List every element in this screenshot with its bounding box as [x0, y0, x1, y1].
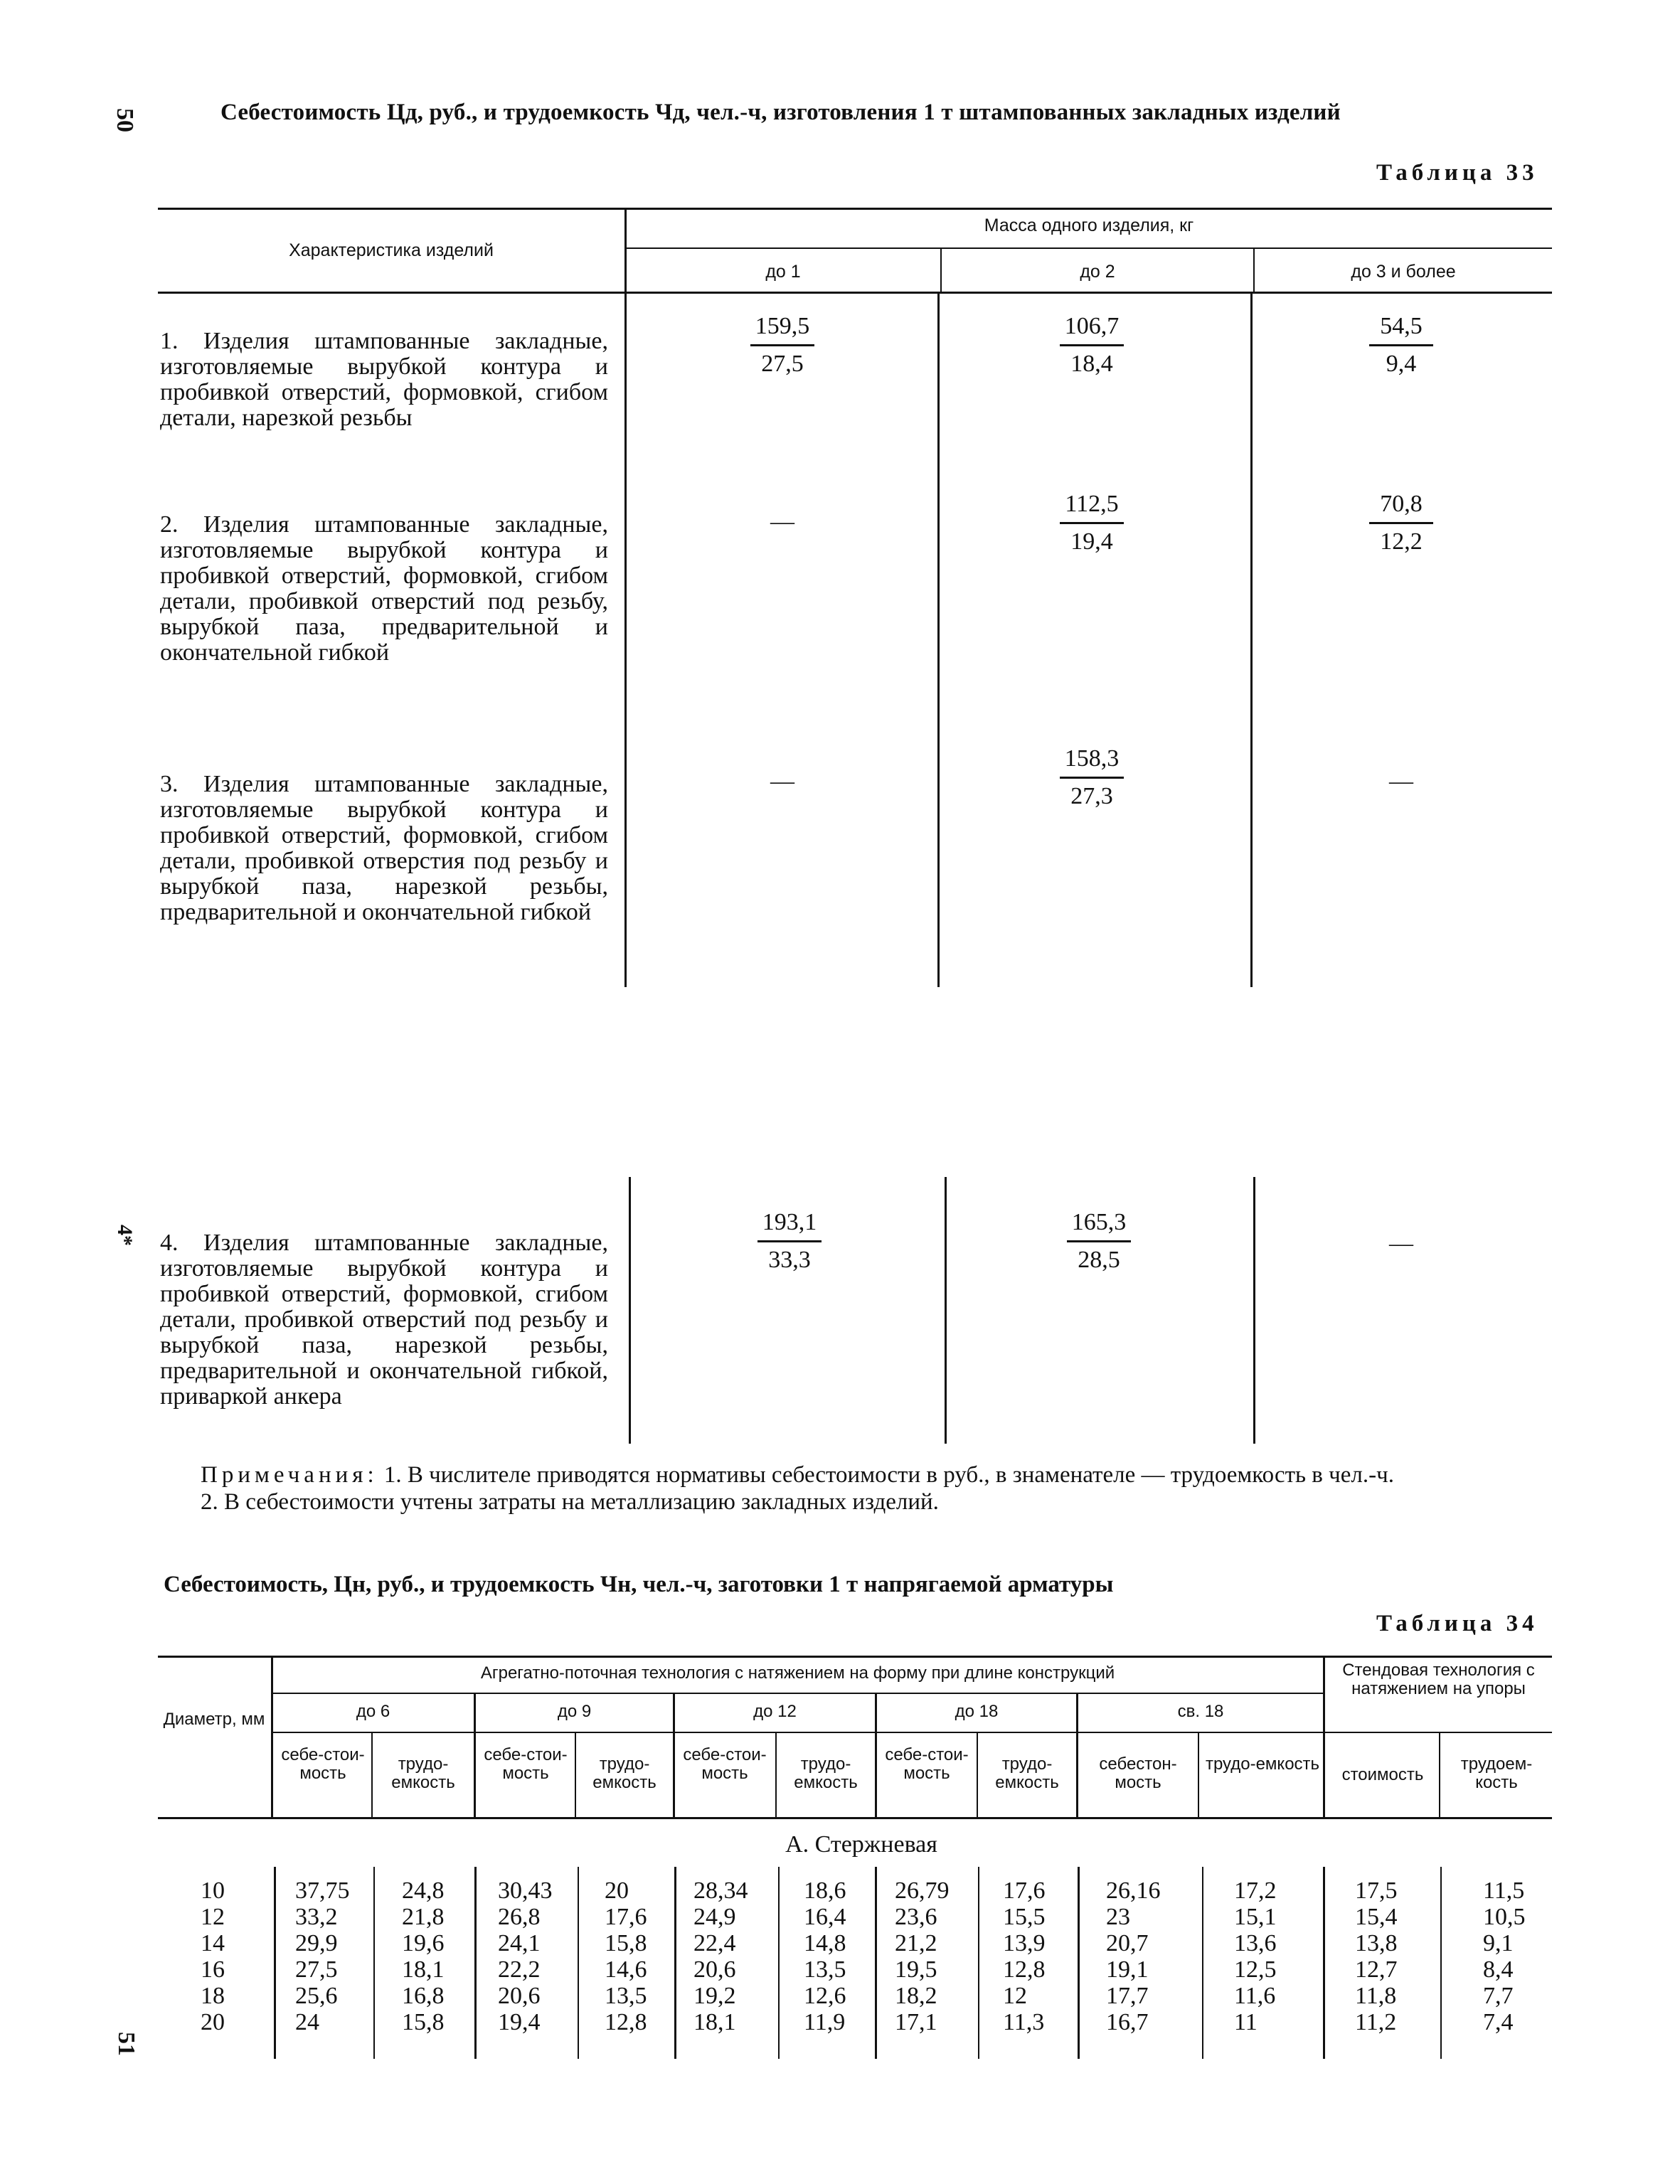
table34-cell: 14,8 [804, 1930, 846, 1956]
t34-v6 [775, 1733, 777, 1817]
row3-col2-value [1028, 745, 1156, 810]
table34-cell: 9,1 [1483, 1930, 1514, 1956]
table34-cell: 19,2 [693, 1983, 736, 2009]
table34-sub-rule [272, 1732, 1552, 1733]
table34-cell: 20,7 [1106, 1930, 1149, 1956]
table34-cell: 13,6 [1234, 1930, 1277, 1956]
header-diameter: Диаметр, мм [163, 1710, 265, 1729]
row2-col2-numerator: 112,5 [1065, 491, 1119, 517]
col-labor-6 [402, 1877, 445, 2035]
t34-v10-body [1202, 1867, 1203, 2059]
table34-cell: 26,79 [895, 1877, 950, 1904]
table34-cell: 20 [605, 1877, 629, 1904]
row1-col3-denominator: 9,4 [1386, 351, 1417, 377]
row4-col2-denominator: 28,5 [1078, 1247, 1120, 1273]
table34-cell: 12 [201, 1904, 225, 1930]
table33-body-divider-2 [937, 294, 940, 987]
table34-cell: 11,9 [804, 2009, 846, 2035]
row1-col2-value [1028, 313, 1156, 378]
group-5: св. 18 [1177, 1702, 1224, 1721]
page-number-top: 50 [112, 108, 138, 132]
table34-cell: 24,1 [498, 1930, 541, 1956]
col-labor-12 [804, 1877, 846, 2035]
row1-col3-numerator: 54,5 [1380, 313, 1423, 339]
col-cost-12 [693, 1877, 748, 2035]
col-cost-9 [498, 1877, 553, 2035]
table34-cell: 12 [1003, 1983, 1027, 2009]
table34-cell: 12,8 [605, 2009, 647, 2035]
table34-cell: 16,8 [402, 1983, 445, 2009]
table34-cell: 26,16 [1106, 1877, 1161, 1904]
table34-cell: 17,7 [1106, 1983, 1149, 2009]
table34-cell: 26,8 [498, 1904, 541, 1930]
col-labor-stand [1483, 1877, 1526, 2035]
table34-cell: 22,2 [498, 1956, 541, 1983]
table33-header-bottom-rule [158, 292, 1552, 294]
table34-cell: 17,6 [605, 1904, 647, 1930]
row3-col3-dash: — [1389, 768, 1413, 794]
table34-cell: 8,4 [1483, 1956, 1514, 1983]
col-labor-over18 [1234, 1877, 1277, 2035]
table34-cell: 17,1 [895, 2009, 937, 2035]
table34-cell: 20,6 [498, 1983, 541, 2009]
row4-col2-value [1035, 1209, 1163, 1274]
table34-group-rule [272, 1693, 1325, 1694]
table34-cell: 18,1 [693, 2009, 736, 2035]
group-1: до 6 [356, 1702, 390, 1721]
sub-cost-2: себе-стои-мость [484, 1745, 568, 1783]
table33-body-divider-3 [1250, 294, 1253, 987]
note-2: 2. В себестоимости учтены затраты на металлизацию закладных изделий. [201, 1489, 939, 1515]
t34-v9-body [1078, 1867, 1080, 2059]
row4-description: 4. Изделия штампованные закладные, изготовляемые вырубкой контура и пробивкой отверстий, формовкой, сгибом детали, пробивкой отверстий под резьбу и вырубкой паза, нарезкой резьбы, предварительной и окончательной гибкой, приваркой анкера [160, 1230, 608, 1410]
row4-col2-numerator: 165,3 [1071, 1209, 1127, 1235]
t34-v12 [1439, 1733, 1440, 1817]
table34-cell: 20 [201, 2009, 225, 2035]
table34-cell: 12,5 [1234, 1956, 1277, 1983]
section-title: А. Стержневая [785, 1831, 937, 1858]
table34-cell: 16,4 [804, 1904, 846, 1930]
t34-v10 [1198, 1733, 1199, 1817]
table34-cell: 24,9 [693, 1904, 736, 1930]
table34-cell: 29,9 [295, 1930, 338, 1956]
row3-col2-numerator: 158,3 [1064, 745, 1120, 772]
table34-cell: 15,5 [1003, 1904, 1046, 1930]
t34-v5-body [674, 1867, 676, 2059]
table34-cell: 21,8 [402, 1904, 445, 1930]
row2-col3-numerator: 70,8 [1380, 491, 1423, 517]
header-col-1: до 1 [765, 262, 801, 282]
row1-col1-denominator: 27,5 [761, 351, 804, 377]
row2-col3-value [1337, 491, 1465, 555]
table34-cell: 13,5 [804, 1956, 846, 1983]
row2-col2-value [1028, 491, 1156, 555]
table34-cell: 13,9 [1003, 1930, 1046, 1956]
row4-col3-dash: — [1389, 1230, 1413, 1257]
table34-cell: 37,75 [295, 1877, 350, 1904]
table34-cell: 17,5 [1355, 1877, 1398, 1904]
t34-v3-body [474, 1867, 477, 2059]
table34-cell: 28,34 [693, 1877, 748, 1904]
table34-cell: 19,4 [498, 2009, 541, 2035]
col-cost-over18 [1106, 1877, 1161, 2035]
group-2: до 9 [557, 1702, 592, 1721]
table34-cell: 18,6 [804, 1877, 846, 1904]
table34-cell: 16,7 [1106, 2009, 1149, 2035]
table33-body-divider-4 [629, 1177, 631, 1444]
table34-cell: 14,6 [605, 1956, 647, 1983]
margin-mark: 4* [113, 1225, 137, 1246]
t34-v8 [977, 1733, 978, 1817]
table33-title: Себестоимость Цд, руб., и трудоемкость Чд, чел.-ч, изготовления 1 т штампованных закладных изделий [220, 100, 1341, 125]
table34-cell: 15,8 [402, 2009, 445, 2035]
table33-body-divider-5 [945, 1177, 947, 1444]
table34-title: Себестоимость, Цн, руб., и трудоемкость Чн, чел.-ч, заготовки 1 т напрягаемой арматуры [164, 1572, 1114, 1597]
sub-cost-3: себе-стои-мость [683, 1745, 767, 1783]
row4-col1-numerator: 193,1 [762, 1209, 817, 1235]
row3-description: 3. Изделия штампованные закладные, изготовляемые вырубкой контура и пробивкой отверстий, формовкой, сгибом детали, пробивкой отверстия под резьбу и вырубкой паза, нарезкой резьбы, предварительной и окончательной гибкой [160, 771, 608, 925]
t34-v7-body [875, 1867, 877, 2059]
group-3: до 12 [753, 1702, 797, 1721]
notes-label: Примечания: [201, 1462, 378, 1488]
group-4: до 18 [955, 1702, 999, 1721]
table34-cell: 12,8 [1003, 1956, 1046, 1983]
row4-col1-value [725, 1209, 854, 1274]
row3-col2-denominator: 27,3 [1070, 783, 1113, 809]
table34-cell: 21,2 [895, 1930, 937, 1956]
col-cost-stand [1355, 1877, 1398, 2035]
table34-cell: 10 [201, 1877, 225, 1904]
table34-cell: 23,6 [895, 1904, 937, 1930]
row2-col1-dash: — [770, 508, 794, 535]
table34-cell: 11,3 [1003, 2009, 1045, 2035]
header-aggregate: Агрегатно-поточная технология с натяжением на форму при длине конструкций [480, 1663, 1115, 1683]
t34-v6-body [778, 1867, 780, 2059]
table34-cell: 12,6 [804, 1983, 846, 2009]
row2-col3-denominator: 12,2 [1380, 528, 1423, 555]
table34-cell: 18 [201, 1983, 225, 2009]
row4-col1-denominator: 33,3 [768, 1247, 811, 1273]
col-cost-6 [295, 1877, 350, 2035]
table34-cell: 20,6 [693, 1956, 736, 1983]
t34-v8-body [978, 1867, 979, 2059]
table34-label: Таблица 34 [1376, 1611, 1538, 1636]
table33-label: Таблица 33 [1376, 160, 1538, 186]
sub-cost-stand: стоимость [1341, 1765, 1424, 1784]
sub-cost-1: себе-стои-мость [281, 1745, 365, 1783]
row1-description: 1. Изделия штампованные закладные, изготовляемые вырубкой контура и пробивкой отверстий, формовкой, сгибом детали, нарезкой резьбы [160, 328, 608, 431]
table34-cell: 17,6 [1003, 1877, 1046, 1904]
t34-v4-body [578, 1867, 579, 2059]
table33-top-rule [158, 208, 1552, 210]
table34-cell: 19,1 [1106, 1956, 1149, 1983]
table34-cell: 33,2 [295, 1904, 338, 1930]
table33-header-mid-rule [626, 247, 1552, 249]
table34-cell: 11,2 [1355, 2009, 1397, 2035]
table34-cell: 15,8 [605, 1930, 647, 1956]
row1-col2-numerator: 106,7 [1064, 313, 1120, 339]
header-col-3: до 3 и более [1351, 262, 1456, 282]
header-mass: Масса одного изделия, кг [984, 215, 1194, 235]
table34-cell: 25,6 [295, 1983, 338, 2009]
table34-cell: 7,4 [1483, 2009, 1514, 2035]
table34-cell: 17,2 [1234, 1877, 1277, 1904]
sub-cost-4: себе-стои-мость [885, 1745, 969, 1783]
t34-v2 [371, 1733, 373, 1817]
table33-body-divider-6 [1253, 1177, 1255, 1444]
header-col-2: до 2 [1080, 262, 1115, 282]
sub-cost-5: себестон-мость [1099, 1754, 1177, 1792]
sub-labor-3: трудо-емкость [794, 1754, 858, 1792]
table34-cell: 15,1 [1234, 1904, 1277, 1930]
table34-cell: 18,1 [402, 1956, 445, 1983]
t34-v1-body [274, 1867, 276, 2059]
table34-cell: 22,4 [693, 1930, 736, 1956]
table34-cell: 16 [201, 1956, 225, 1983]
table34-cell: 7,7 [1483, 1983, 1514, 2009]
table34-cell: 19,5 [895, 1956, 937, 1983]
page-number-bottom: 51 [113, 2032, 139, 2056]
col-labor-18 [1003, 1877, 1046, 2035]
header-stand: Стендовая технология с натяжением на упоры [1342, 1661, 1535, 1698]
table34-cell: 19,6 [402, 1930, 445, 1956]
row3-col1-dash: — [770, 768, 794, 794]
table34-cell: 30,43 [498, 1877, 553, 1904]
table34-cell: 13,8 [1355, 1930, 1398, 1956]
row1-col1-numerator: 159,5 [755, 313, 810, 339]
row2-col2-denominator: 19,4 [1070, 528, 1113, 555]
row1-col2-denominator: 18,4 [1070, 351, 1113, 377]
row2-description: 2. Изделия штампованные закладные, изготовляемые вырубкой контура и пробивкой отверстий, формовкой, сгибом детали, пробивкой отверстий под резьбу, вырубкой паза, предварительной и окончательной гибкой [160, 511, 608, 666]
header-characteristic: Характеристика изделий [289, 240, 494, 260]
sub-labor-5: трудо-емкость [1205, 1754, 1320, 1774]
sub-labor-4: трудо-емкость [995, 1754, 1059, 1792]
table34-cell: 11 [1234, 2009, 1258, 2035]
table34-cell: 23 [1106, 1904, 1130, 1930]
notes [158, 1461, 1552, 1516]
table33-body-divider [624, 294, 627, 987]
t34-v12-body [1440, 1867, 1442, 2059]
table34-header-bottom-rule [158, 1817, 1552, 1819]
table34-cell: 27,5 [295, 1956, 338, 1983]
table34-cell: 14 [201, 1930, 225, 1956]
table34-cell: 13,5 [605, 1983, 647, 2009]
sub-labor-1: трудо-емкость [391, 1754, 455, 1792]
col-diameter [201, 1877, 225, 2035]
table34-cell: 24,8 [402, 1877, 445, 1904]
table34-cell: 10,5 [1483, 1904, 1526, 1930]
row1-col1-value [718, 313, 846, 378]
table34-cell: 18,2 [895, 1983, 937, 2009]
table34-cell: 11,8 [1355, 1983, 1397, 2009]
table34-cell: 11,5 [1483, 1877, 1525, 1904]
col-cost-18 [895, 1877, 950, 2035]
table34-cell: 24 [295, 2009, 319, 2035]
table34-cell: 11,6 [1234, 1983, 1276, 2009]
table34-top-rule [158, 1656, 1552, 1658]
table34-cell: 12,7 [1355, 1956, 1398, 1983]
sub-labor-2: трудо-емкость [592, 1754, 656, 1792]
col-labor-9 [605, 1877, 647, 2035]
t34-v2-body [373, 1867, 375, 2059]
table34-cell: 15,4 [1355, 1904, 1398, 1930]
sub-labor-stand: трудоем-кость [1460, 1754, 1533, 1792]
t34-v4 [575, 1733, 576, 1817]
note-1: 1. В числителе приводятся нормативы себестоимости в руб., в знаменателе — трудоемкость в чел.-ч. [383, 1462, 1394, 1488]
row1-col3-value [1337, 313, 1465, 378]
t34-v11-body [1323, 1867, 1325, 2059]
